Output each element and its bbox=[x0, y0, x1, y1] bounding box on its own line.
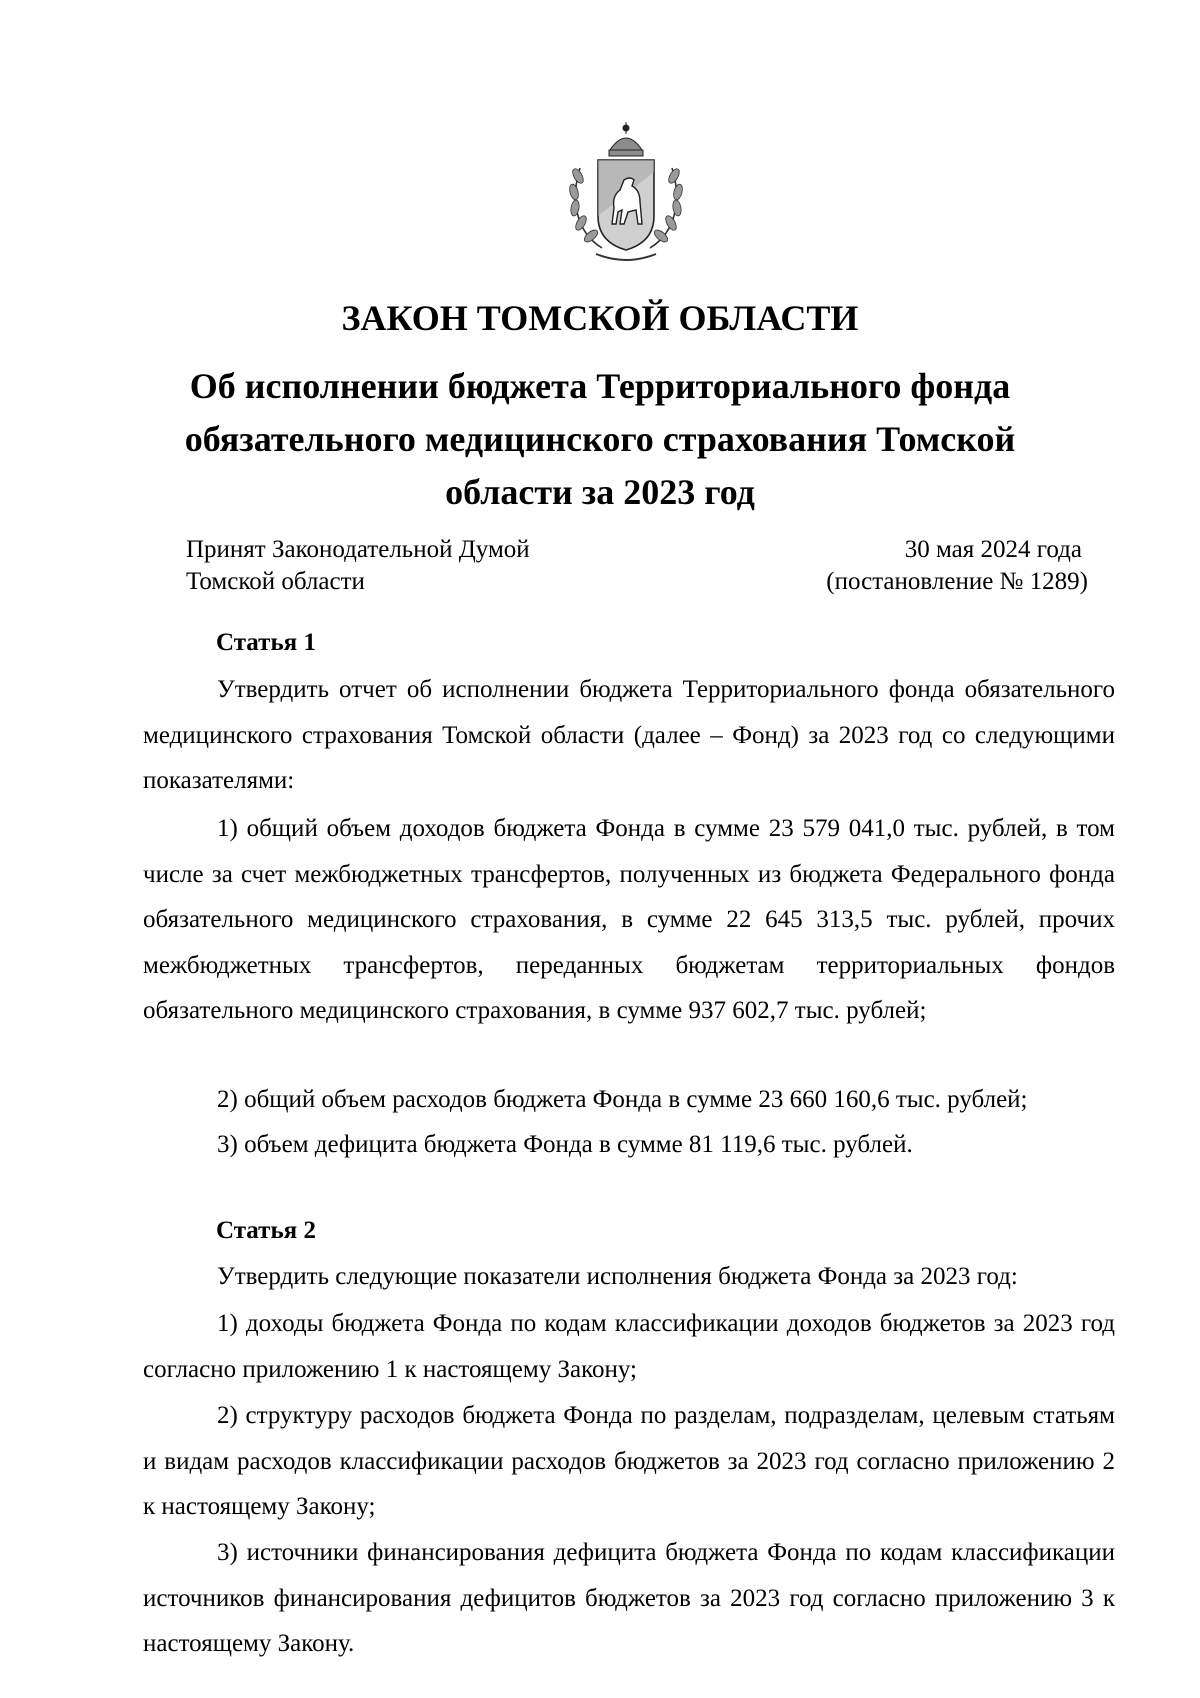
law-subtitle: Об исполнении бюджета Территориального фонда обязательного медицинского страхования Томской области за 2023 год bbox=[184, 366, 1016, 512]
article-1-heading: Статья 1 bbox=[216, 629, 316, 656]
adoption-date: 30 мая 2024 года bbox=[904, 536, 1082, 563]
article-2-heading: Статья 2 bbox=[216, 1217, 316, 1244]
article-1-intro: Утвердить отчет об исполнении бюджета Территориального фонда обязательного медицинского страхования Томской области (далее – Фонд) за 2023 год со следующими показателями: bbox=[143, 676, 1115, 794]
article-2-item-2: 2) структуру расходов бюджета Фонда по разделам, подразделам, целевым статьям и видам расходов классификации расходов бюджетов за 2023 год согласно приложению 2 к настоящему Закону; bbox=[143, 1402, 1115, 1520]
article-1-item-3: 3) объем дефицита бюджета Фонда в сумме 81 119,6 тыс. рублей. bbox=[217, 1131, 913, 1158]
adoption-body-line1: Принят Законодательной Думой bbox=[186, 536, 530, 563]
law-title: ЗАКОН ТОМСКОЙ ОБЛАСТИ bbox=[341, 298, 859, 338]
adoption-resolution: (постановление № 1289) bbox=[826, 568, 1088, 595]
article-2-intro: Утвердить следующие показатели исполнения бюджета Фонда за 2023 год: bbox=[217, 1263, 1018, 1290]
article-2-item-3: 3) источники финансирования дефицита бюджета Фонда по кодам классификации источников финансирования дефицитов бюджетов за 2023 год согласно приложению 3 к настоящему Закону. bbox=[143, 1539, 1115, 1657]
adoption-date-block bbox=[826, 534, 1088, 598]
article-2-item-1: 1) доходы бюджета Фонда по кодам классификации доходов бюджетов за 2023 год согласно приложению 1 к настоящему Закону; bbox=[143, 1310, 1115, 1383]
article-1-item-1: 1) общий объем доходов бюджета Фонда в сумме 23 579 041,0 тыс. рублей, в том числе за счет межбюджетных трансфертов, полученных из бюджета Федерального фонда обязательного медицинского страхования, в сумме 22 645 313,5 тыс. рублей, прочих межбюджетных трансфертов, переданных бюджетам территориальных фондов обязательного медицинского страхования, в сумме 937 602,7 тыс. рублей; bbox=[143, 815, 1115, 1024]
adoption-body bbox=[186, 534, 530, 598]
adoption-body-line2: Томской области bbox=[186, 568, 365, 595]
coat-of-arms-icon bbox=[562, 120, 690, 270]
article-1-item-2: 2) общий объем расходов бюджета Фонда в сумме 23 660 160,6 тыс. рублей; bbox=[217, 1086, 1028, 1113]
